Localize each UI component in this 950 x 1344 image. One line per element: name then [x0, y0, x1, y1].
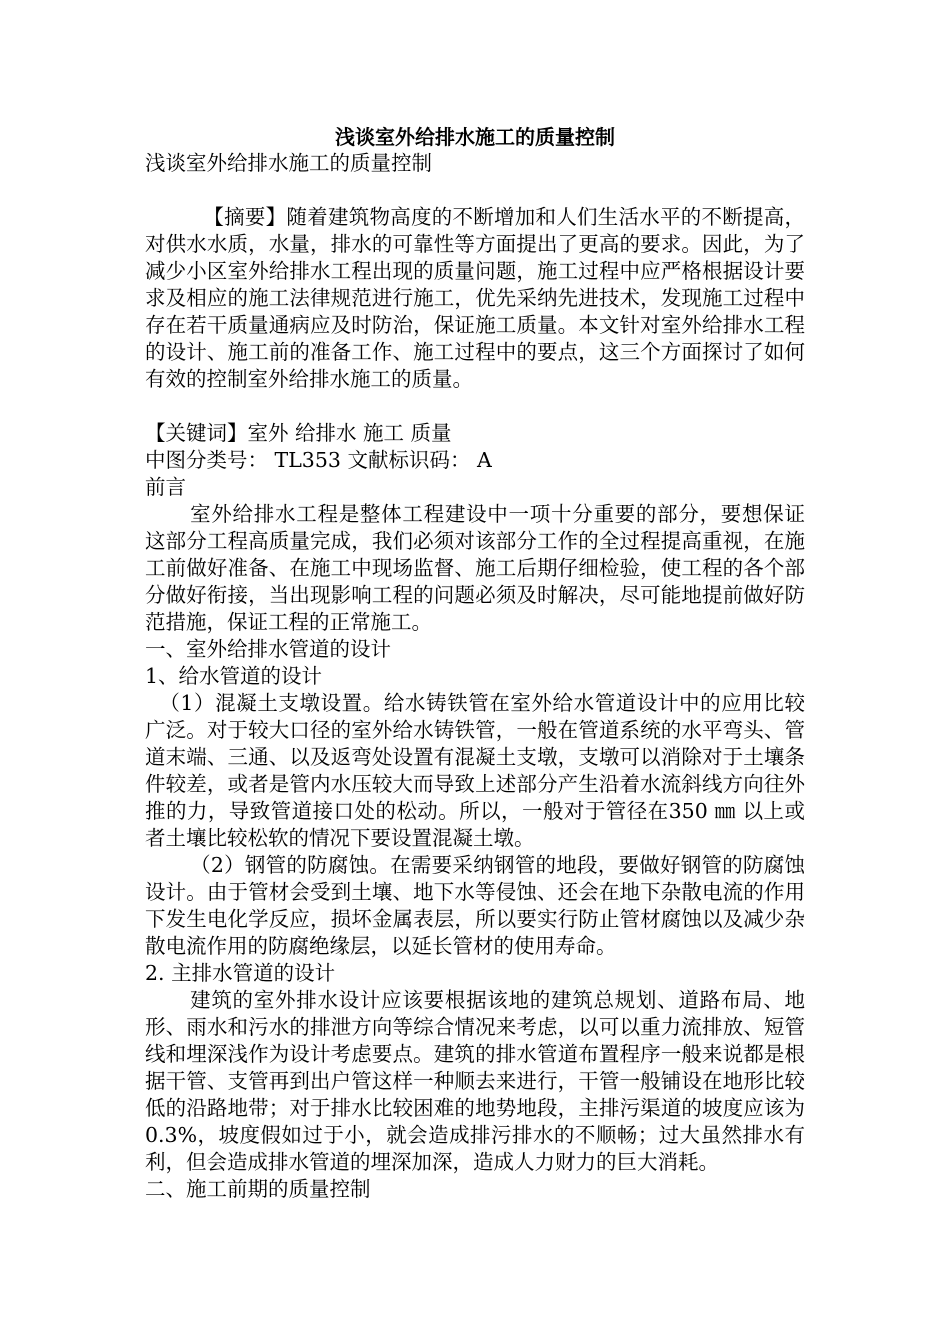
document-subtitle: 浅谈室外给排水施工的质量控制 [145, 151, 432, 175]
section-1-heading: 一、室外给排水管道的设计 [145, 637, 391, 661]
section-1-1-heading: 1、给水管道的设计 [145, 664, 323, 688]
preface-paragraph: 室外给排水工程是整体工程建设中一项十分重要的部分，要想保证这部分工程高质量完成，我们必须对该部分工作的全过程提高重视，在施工前做好准备、在施工中现场监督、施工后期仔细检验，使工程的各个部分做好衔接，当出现影响工程的问题必须及时解决，尽可能地提前做好防范措施，保证工程的正常施工。 [145, 502, 805, 634]
preface-heading: 前言 [145, 475, 186, 499]
document-body [145, 150, 805, 1203]
section-1-2-heading: 2. 主排水管道的设计 [145, 961, 336, 985]
item-1-paragraph: （1）混凝土支墩设置。给水铸铁管在室外给水管道设计中的应用比较广泛。对于较大口径的室外给水铸铁管，一般在管道系统的水平弯头、管道末端、三通、以及返弯处设置有混凝土支墩，支墩可以消除对于土壤条件较差，或者是管内水压较大而导致上述部分产生沿着水流斜线方向往外推的力，导致管道接口处的松动。所以，一般对于管径在350 ㎜ 以上或者土壤比较松软的情况下要设置混凝土墩。 [145, 691, 805, 850]
abstract-paragraph: 【摘要】随着建筑物高度的不断增加和人们生活水平的不断提高，对供水水质，水量，排水的可靠性等方面提出了更高的要求。因此，为了减少小区室外给排水工程出现的质量问题，施工过程中应严格根据设计要求及相应的施工法律规范进行施工，优先采纳先进技术，发现施工过程中存在若干质量通病应及时防治，保证施工质量。本文针对室外给排水工程的设计、施工前的准备工作、施工过程中的要点，这三个方面探讨了如何有效的控制室外给排水施工的质量。 [145, 205, 805, 391]
keywords-line: 【关键词】室外 给排水 施工 质量 [145, 421, 452, 445]
classification-line: 中图分类号： TL353 文献标识码： A [145, 448, 492, 472]
item-2-paragraph: （2）钢管的防腐蚀。在需要采纳钢管的地段，要做好钢管的防腐蚀设计。由于管材会受到土壤、地下水等侵蚀、还会在地下杂散电流的作用下发生电化学反应，损坏金属表层，所以要实行防止管材腐蚀以及减少杂散电流作用的防腐绝缘层，以延长管材的使用寿命。 [145, 853, 805, 958]
section-1-2-paragraph: 建筑的室外排水设计应该要根据该地的建筑总规划、道路布局、地形、雨水和污水的排泄方向等综合情况来考虑，以可以重力流排放、短管线和埋深浅作为设计考虑要点。建筑的排水管道布置程序一般来说都是根据干管、支管再到出户管这样一种顺去来进行，干管一般铺设在地形比较低的沿路地带；对于排水比较困难的地势地段，主排污渠道的坡度应该为0.3%，坡度假如过于小，就会造成排污排水的不顺畅；过大虽然排水有利，但会造成排水管道的埋深加深，造成人力财力的巨大消耗。 [145, 988, 805, 1174]
spacer [145, 177, 805, 204]
document-title: 浅谈室外给排水施工的质量控制 [335, 125, 615, 149]
spacer [145, 393, 805, 420]
section-2-heading: 二、施工前期的质量控制 [145, 1177, 371, 1201]
